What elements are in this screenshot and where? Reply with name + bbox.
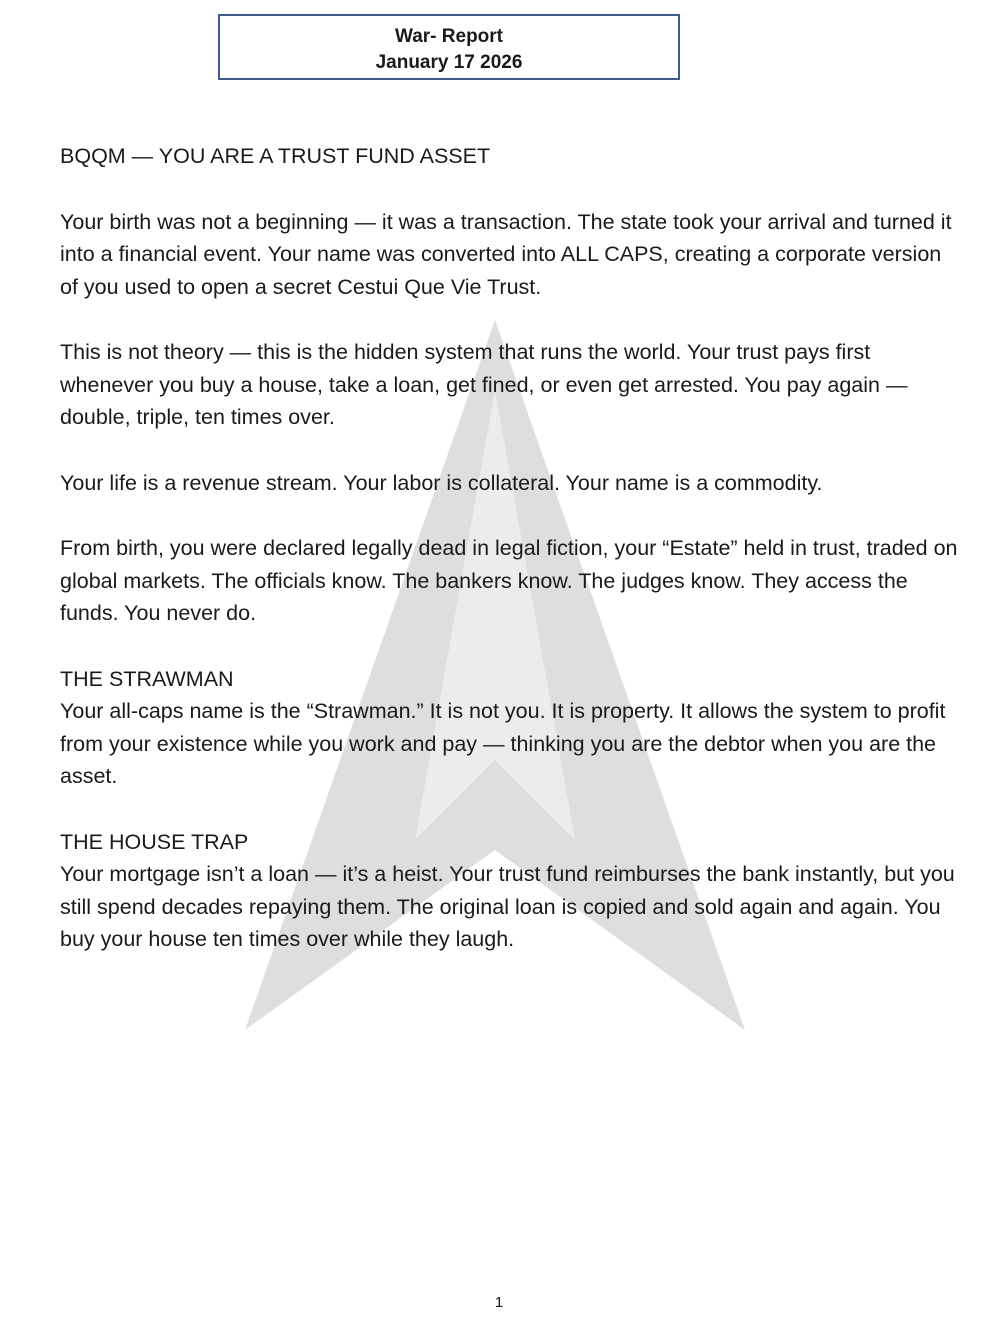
paragraph-legal-fiction: From birth, you were declared legally dead in legal fiction, your “Estate” held in trust, traded on global markets. The officials know. The bankers know. The judges know. They access the funds. You never do. (60, 536, 958, 625)
report-title: War- Report (394, 26, 504, 47)
main-heading: BQQM — YOU ARE A TRUST FUND ASSET (60, 144, 491, 168)
report-date: January 17 2026 (375, 52, 523, 73)
page-number: 1 (494, 1294, 504, 1311)
paragraph-birth-transaction: Your birth was not a beginning — it was a transaction. The state took your arrival and turned it into a financial event. Your name was converted into ALL CAPS, creating a corporate version of you used to open a secret Cestui Que Vie Trust. (60, 209, 952, 299)
section-body-strawman: Your all-caps name is the “Strawman.” It is not you. It is property. It allows the system to profit from your existence while you work and pay — thinking you are the debtor when you are the asset. (60, 699, 946, 788)
section-heading-house-trap: THE HOUSE TRAP (60, 829, 249, 854)
paragraph-hidden-system: This is not theory — this is the hidden system that runs the world. Your trust pays first whenever you buy a house, take a loan, get fined, or even get arrested. You pay again — double, triple, ten times over. (60, 340, 908, 429)
report-header-box (218, 14, 680, 80)
section-heading-strawman: THE STRAWMAN (60, 666, 234, 691)
document-body (60, 140, 960, 989)
paragraph-revenue-stream: Your life is a revenue stream. Your labor is collateral. Your name is a commodity. (60, 470, 823, 495)
section-body-house-trap: Your mortgage isn’t a loan — it’s a heist. Your trust fund reimburses the bank instantly, but you still spend decades repaying them. The original loan is copied and sold again and again. You buy your house ten times over while they laugh. (60, 862, 955, 951)
